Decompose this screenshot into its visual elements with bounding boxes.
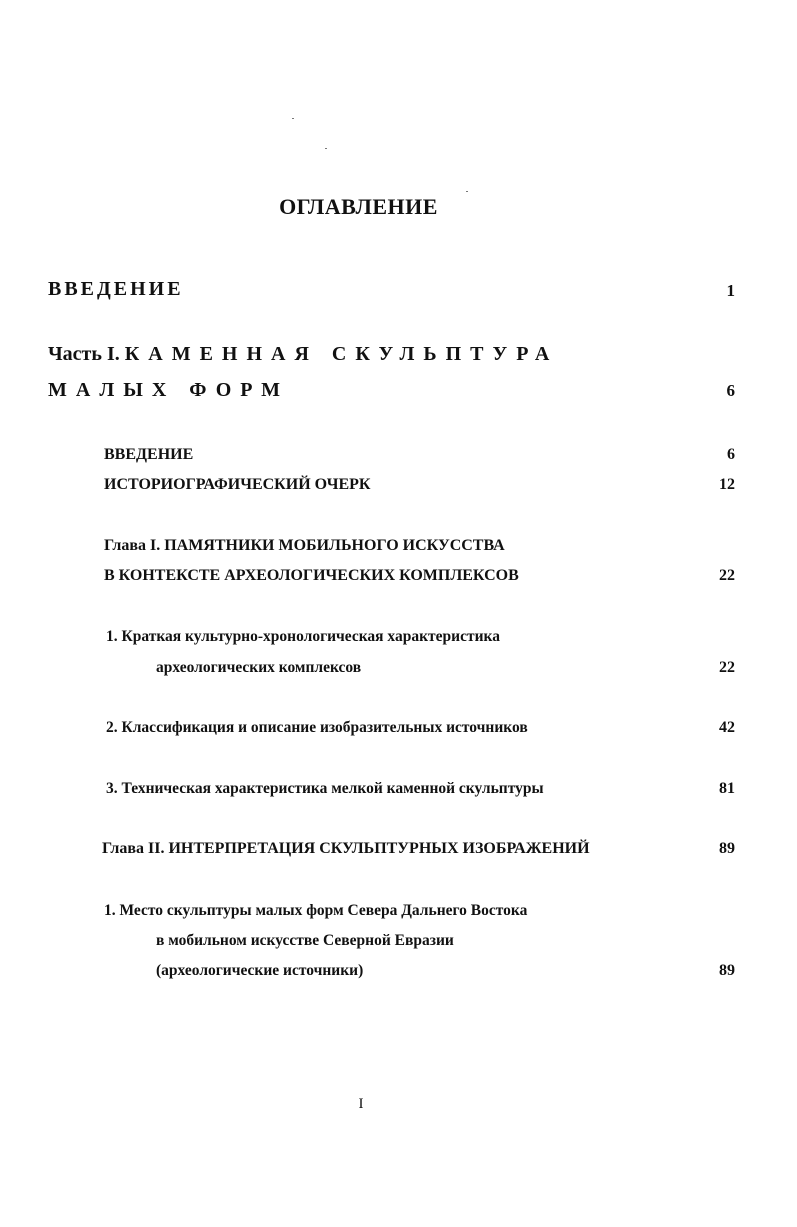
toc-entry-ch2-s1-line1: 1. Место скульптуры малых форм Севера Дальнего Востока <box>104 902 528 919</box>
toc-entry-ch1-s2-page: 42 <box>719 719 735 736</box>
toc-entry-ch1-s3-page: 81 <box>719 780 735 797</box>
scan-speck <box>325 148 327 149</box>
toc-entry-intro-page: 1 <box>726 281 735 300</box>
toc-entry-ch2-s1-line3: (археологические источники) <box>156 962 364 979</box>
toc-entry-ch1-s1-line1: 1. Краткая культурно-хронологическая характеристика <box>106 628 500 645</box>
scan-speck <box>292 118 294 119</box>
toc-entry-intro2-label: ВВЕДЕНИЕ <box>104 446 194 463</box>
scan-speck <box>466 191 468 192</box>
part-title-line1: КАМЕННАЯ СКУЛЬПТУРА <box>124 343 559 365</box>
toc-entry-ch1-line2: В КОНТЕКСТЕ АРХЕОЛОГИЧЕСКИХ КОМПЛЕКСОВ <box>104 567 519 584</box>
toc-entry-ch1-s1-page: 22 <box>719 659 735 676</box>
toc-entry-historiography-page: 12 <box>719 476 735 493</box>
part-prefix: Часть I. <box>48 343 120 365</box>
toc-entry-ch1-line1: Глава I. ПАМЯТНИКИ МОБИЛЬНОГО ИСКУССТВА <box>104 537 505 554</box>
toc-entry-ch1-s1-line2: археологических комплексов <box>156 659 362 676</box>
toc-entry-ch2-s1-page: 89 <box>719 962 735 979</box>
toc-title: ОГЛАВЛЕНИЕ <box>279 194 438 219</box>
toc-entry-ch2-page: 89 <box>719 840 735 857</box>
toc-entry-ch1-s2-line1: 2. Классификация и описание изобразительных источников <box>106 719 528 736</box>
toc-entry-part1-line2: МАЛЫХ ФОРМ <box>48 379 289 401</box>
toc-entry-intro2-page: 6 <box>727 446 735 463</box>
toc-entry-ch1-s3-line1: 3. Техническая характеристика мелкой каменной скульптуры <box>106 780 544 797</box>
toc-entry-ch2-line1: Глава II. ИНТЕРПРЕТАЦИЯ СКУЛЬПТУРНЫХ ИЗОБРАЖЕНИЙ <box>102 840 590 857</box>
toc-entry-ch2-s1-line2: в мобильном искусстве Северной Евразии <box>156 932 454 949</box>
page-number: I <box>358 1096 364 1112</box>
toc-entry-ch1-page: 22 <box>719 567 735 584</box>
toc-entry-part1-line1 <box>48 343 558 366</box>
toc-entry-intro-label: ВВЕДЕНИЕ <box>48 278 184 300</box>
toc-entry-part1-page: 6 <box>726 381 735 400</box>
toc-entry-historiography-label: ИСТОРИОГРАФИЧЕСКИЙ ОЧЕРК <box>104 476 371 493</box>
